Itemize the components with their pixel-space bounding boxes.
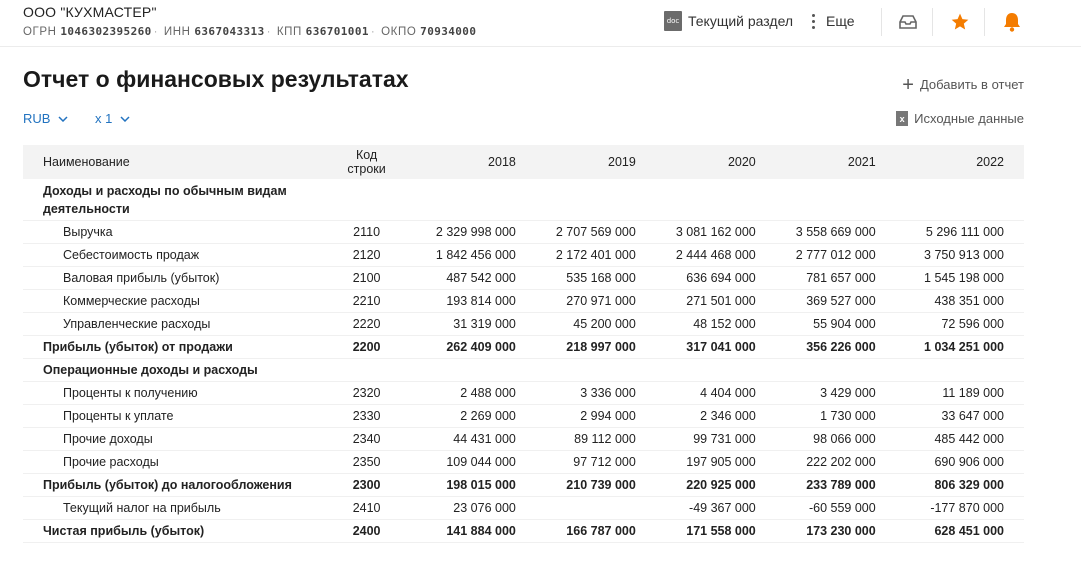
row-value: 2 707 569 000 — [536, 221, 656, 244]
header-code: Код строки — [317, 145, 416, 179]
kpp-label: КПП — [276, 26, 302, 38]
row-code: 2330 — [317, 405, 416, 428]
row-value: 99 731 000 — [656, 428, 776, 451]
row-value: 45 200 000 — [536, 313, 656, 336]
row-value: 218 997 000 — [536, 336, 656, 359]
row-value: -177 870 000 — [896, 497, 1024, 520]
row-value: 210 739 000 — [536, 474, 656, 497]
row-value: 1 842 456 000 — [416, 244, 536, 267]
okpo-label: ОКПО — [381, 26, 417, 38]
row-value: 1 545 198 000 — [896, 267, 1024, 290]
table-row — [23, 405, 1024, 428]
source-data-label: Исходные данные — [914, 111, 1024, 126]
row-value — [896, 359, 1024, 382]
currency-select[interactable] — [23, 111, 68, 126]
row-value: -49 367 000 — [656, 497, 776, 520]
header-year: 2021 — [776, 145, 896, 179]
row-value — [536, 179, 656, 221]
row-value: 535 168 000 — [536, 267, 656, 290]
row-value: 55 904 000 — [776, 313, 896, 336]
header-name: Наименование — [23, 145, 317, 179]
row-value: 2 994 000 — [536, 405, 656, 428]
row-code: 2110 — [317, 221, 416, 244]
more-label: Еще — [826, 13, 855, 29]
table-row — [23, 520, 1024, 543]
financial-results-table — [23, 145, 1024, 543]
favorite-button[interactable] — [945, 8, 975, 36]
row-value: 44 431 000 — [416, 428, 536, 451]
inbox-button[interactable] — [893, 8, 923, 36]
chevron-down-icon — [120, 116, 130, 122]
row-value: 198 015 000 — [416, 474, 536, 497]
row-name: Проценты к уплате — [23, 405, 317, 428]
row-value — [776, 359, 896, 382]
row-value: 193 814 000 — [416, 290, 536, 313]
table-row — [23, 244, 1024, 267]
row-value: 3 429 000 — [776, 382, 896, 405]
table-row — [23, 336, 1024, 359]
row-value: 166 787 000 — [536, 520, 656, 543]
add-to-report-label: Добавить в отчет — [919, 77, 1024, 92]
row-name: Чистая прибыль (убыток) — [23, 520, 317, 543]
row-value — [536, 359, 656, 382]
star-icon — [950, 12, 970, 32]
inn-value: 6367043313 — [194, 25, 265, 38]
row-code: 2320 — [317, 382, 416, 405]
row-name: Себестоимость продаж — [23, 244, 317, 267]
row-value: 806 329 000 — [896, 474, 1024, 497]
row-value: 141 884 000 — [416, 520, 536, 543]
row-value: 4 404 000 — [656, 382, 776, 405]
row-code: 2100 — [317, 267, 416, 290]
row-value: 2 444 468 000 — [656, 244, 776, 267]
table-row — [23, 313, 1024, 336]
row-value — [656, 359, 776, 382]
row-value: 487 542 000 — [416, 267, 536, 290]
row-code: 2340 — [317, 428, 416, 451]
row-code: 2210 — [317, 290, 416, 313]
row-value: 369 527 000 — [776, 290, 896, 313]
divider — [984, 8, 985, 36]
row-value: 23 076 000 — [416, 497, 536, 520]
row-value — [896, 179, 1024, 221]
row-value: 2 172 401 000 — [536, 244, 656, 267]
divider — [932, 8, 933, 36]
row-value: 1 034 251 000 — [896, 336, 1024, 359]
row-code: 2220 — [317, 313, 416, 336]
row-value: 220 925 000 — [656, 474, 776, 497]
row-code: 2300 — [317, 474, 416, 497]
table-row — [23, 267, 1024, 290]
row-value: 109 044 000 — [416, 451, 536, 474]
kpp-value: 636701001 — [305, 25, 369, 38]
multiplier-select[interactable] — [95, 111, 130, 126]
company-name: ООО "КУХМАСТЕР" — [23, 4, 157, 20]
row-value: 2 329 998 000 — [416, 221, 536, 244]
table-header-row — [23, 145, 1024, 179]
bell-icon — [1003, 12, 1021, 32]
row-value: 628 451 000 — [896, 520, 1024, 543]
table-row — [23, 359, 1024, 382]
row-value: 197 905 000 — [656, 451, 776, 474]
row-value: 2 488 000 — [416, 382, 536, 405]
row-code: 2400 — [317, 520, 416, 543]
more-vertical-icon — [806, 14, 820, 29]
header-year: 2022 — [896, 145, 1024, 179]
row-value: 31 319 000 — [416, 313, 536, 336]
row-value: 781 657 000 — [776, 267, 896, 290]
row-name: Прибыль (убыток) до налогообложения — [23, 474, 317, 497]
row-name: Выручка — [23, 221, 317, 244]
row-value: -60 559 000 — [776, 497, 896, 520]
row-value: 72 596 000 — [896, 313, 1024, 336]
row-value: 2 777 012 000 — [776, 244, 896, 267]
current-section-button[interactable] — [664, 10, 793, 32]
row-value: 2 346 000 — [656, 405, 776, 428]
table-row — [23, 382, 1024, 405]
row-name: Операционные доходы и расходы — [23, 359, 317, 382]
table-row — [23, 179, 1024, 221]
row-value: 233 789 000 — [776, 474, 896, 497]
row-value: 3 558 669 000 — [776, 221, 896, 244]
row-value: 2 269 000 — [416, 405, 536, 428]
table-row — [23, 428, 1024, 451]
row-code: 2350 — [317, 451, 416, 474]
excel-icon: x — [896, 111, 908, 126]
row-value — [536, 497, 656, 520]
row-value: 11 189 000 — [896, 382, 1024, 405]
row-name: Прочие доходы — [23, 428, 317, 451]
row-value: 271 501 000 — [656, 290, 776, 313]
row-value: 89 112 000 — [536, 428, 656, 451]
row-value: 485 442 000 — [896, 428, 1024, 451]
row-name: Коммерческие расходы — [23, 290, 317, 313]
table-row — [23, 497, 1024, 520]
row-value: 98 066 000 — [776, 428, 896, 451]
inbox-icon — [899, 15, 917, 29]
row-value: 48 152 000 — [656, 313, 776, 336]
divider — [881, 8, 882, 36]
header-year: 2018 — [416, 145, 536, 179]
row-value: 356 226 000 — [776, 336, 896, 359]
row-name: Текущий налог на прибыль — [23, 497, 317, 520]
inn-label: ИНН — [163, 26, 191, 38]
row-value: 222 202 000 — [776, 451, 896, 474]
ogrn-label: ОГРН — [23, 26, 57, 38]
row-value: 173 230 000 — [776, 520, 896, 543]
row-value: 317 041 000 — [656, 336, 776, 359]
table-row — [23, 474, 1024, 497]
header-year: 2020 — [656, 145, 776, 179]
notifications-button[interactable] — [997, 8, 1027, 36]
multiplier-value: x 1 — [95, 111, 113, 126]
source-data-button[interactable] — [896, 111, 1024, 126]
row-value — [776, 179, 896, 221]
row-value: 1 730 000 — [776, 405, 896, 428]
table-row — [23, 221, 1024, 244]
row-value: 3 336 000 — [536, 382, 656, 405]
row-value: 438 351 000 — [896, 290, 1024, 313]
currency-value: RUB — [23, 111, 51, 126]
row-value: 3 750 913 000 — [896, 244, 1024, 267]
plus-icon: + — [902, 73, 914, 96]
row-name: Прибыль (убыток) от продажи — [23, 336, 317, 359]
page-title: Отчет о финансовых результатах — [23, 66, 409, 92]
row-name: Проценты к получению — [23, 382, 317, 405]
row-value: 171 558 000 — [656, 520, 776, 543]
row-code: 2120 — [317, 244, 416, 267]
okpo-value: 70934000 — [420, 25, 477, 38]
table-row — [23, 451, 1024, 474]
row-code: 2410 — [317, 497, 416, 520]
add-to-report-button[interactable] — [902, 73, 1024, 96]
row-value: 3 081 162 000 — [656, 221, 776, 244]
row-value: 636 694 000 — [656, 267, 776, 290]
row-value: 5 296 111 000 — [896, 221, 1024, 244]
row-code — [317, 179, 416, 221]
chevron-down-icon — [58, 116, 68, 122]
top-bar — [0, 0, 1081, 47]
row-value: 270 971 000 — [536, 290, 656, 313]
row-name: Прочие расходы — [23, 451, 317, 474]
row-value: 690 906 000 — [896, 451, 1024, 474]
row-code: 2200 — [317, 336, 416, 359]
row-value — [416, 359, 536, 382]
row-code — [317, 359, 416, 382]
row-name: Доходы и расходы по обычным видам деятельности — [23, 179, 317, 221]
row-value — [656, 179, 776, 221]
more-button[interactable] — [806, 10, 855, 32]
current-section-label: Текущий раздел — [688, 13, 794, 29]
row-value: 97 712 000 — [536, 451, 656, 474]
header-year: 2019 — [536, 145, 656, 179]
row-name: Управленческие расходы — [23, 313, 317, 336]
row-value: 262 409 000 — [416, 336, 536, 359]
row-value: 33 647 000 — [896, 405, 1024, 428]
ogrn-value: 1046302395260 — [60, 25, 152, 38]
doc-icon: doc — [664, 11, 682, 31]
table-row — [23, 290, 1024, 313]
row-name: Валовая прибыль (убыток) — [23, 267, 317, 290]
row-value — [416, 179, 536, 221]
company-registration: ОГРН 1046302395260 · ИНН 6367043313 · КПП 636701001 · ОКПО 70934000 — [23, 25, 477, 38]
